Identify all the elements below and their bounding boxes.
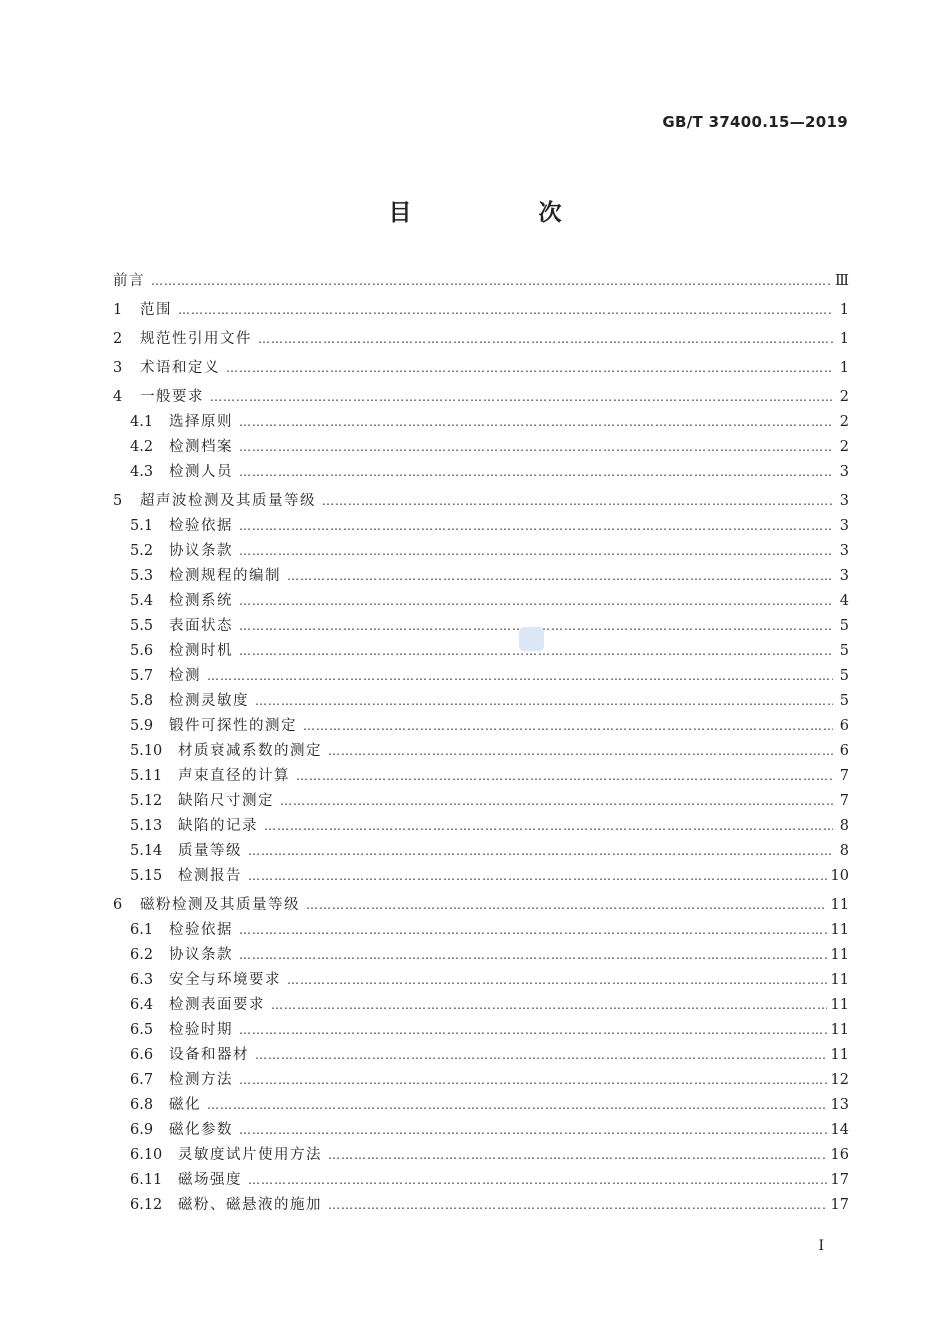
toc-entry-title: 检验依据 (169, 922, 233, 938)
toc-entry-number: 5.10 (130, 743, 163, 759)
toc-leader-dots (239, 415, 833, 429)
toc-entry[interactable] (113, 410, 849, 435)
toc-entry-title: 检验时期 (169, 1022, 233, 1038)
toc-leader-dots (239, 544, 833, 558)
toc-entry-number: 5.4 (130, 593, 154, 609)
toc-entry-number: 4 (113, 389, 123, 405)
toc-entry-page: 3 (839, 568, 849, 584)
toc-entry-page: 6 (839, 743, 849, 759)
toc-entry-number: 6.12 (130, 1197, 163, 1213)
toc-entry[interactable] (113, 1043, 849, 1068)
toc-leader-dots (207, 669, 833, 683)
toc-entry-page: Ⅲ (835, 273, 849, 289)
toc-entry-page: 5 (839, 693, 849, 709)
toc-entry-number: 6.7 (130, 1072, 154, 1088)
toc-entry-title: 安全与环境要求 (169, 972, 281, 988)
toc-entry-number: 5 (113, 493, 123, 509)
toc-entry-number: 5.8 (130, 693, 154, 709)
toc-entry-number: 5.7 (130, 668, 154, 684)
toc-leader-dots (207, 1098, 827, 1112)
toc-entry-page: 5 (839, 618, 849, 634)
toc-entry-number: 6.5 (130, 1022, 154, 1038)
toc-entry-page: 3 (839, 518, 849, 534)
toc-entry-number: 6.10 (130, 1147, 163, 1163)
toc-entry-number: 4.2 (130, 439, 154, 455)
toc-leader-dots (239, 519, 833, 533)
toc-entry-title: 缺陷尺寸测定 (178, 793, 274, 809)
page-title: 目 次 (388, 199, 614, 226)
toc-entry-page: 11 (830, 972, 849, 988)
standard-code: GB/T 37400.15—2019 (662, 113, 848, 131)
toc-entry-title: 表面状态 (169, 618, 233, 634)
toc-entry-title: 协议条款 (169, 947, 233, 963)
toc-entry-page: 11 (830, 1022, 849, 1038)
toc-entry[interactable] (113, 814, 849, 839)
toc-entry-title: 检测灵敏度 (169, 693, 249, 709)
toc-entry-page: 1 (839, 302, 849, 318)
toc-leader-dots (239, 1123, 827, 1137)
toc-entry-title: 检验依据 (169, 518, 233, 534)
toc-entry[interactable] (113, 864, 849, 889)
toc-entry-number: 5.1 (130, 518, 154, 534)
toc-entry-number: 5.13 (130, 818, 163, 834)
toc-entry-number: 5.15 (130, 868, 163, 884)
toc-entry-number: 3 (113, 360, 123, 376)
toc-entry-page: 7 (839, 768, 849, 784)
toc-entry-title: 磁化参数 (169, 1122, 233, 1138)
toc-entry-page: 14 (830, 1122, 849, 1138)
table-of-contents (113, 269, 849, 1218)
toc-leader-dots (178, 303, 833, 317)
toc-entry-page: 4 (839, 593, 849, 609)
toc-entry[interactable] (113, 1193, 849, 1218)
toc-entry[interactable] (113, 893, 849, 918)
toc-entry-number: 6.1 (130, 922, 154, 938)
toc-entry[interactable] (113, 664, 849, 689)
toc-leader-dots (226, 361, 833, 375)
toc-entry-number: 5.11 (130, 768, 163, 784)
toc-leader-dots (280, 794, 833, 808)
toc-entry-title: 缺陷的记录 (178, 818, 258, 834)
toc-leader-dots (255, 1048, 827, 1062)
toc-entry[interactable] (113, 714, 849, 739)
watermark-logo (519, 627, 544, 651)
toc-entry-number: 5.9 (130, 718, 154, 734)
toc-entry[interactable] (113, 589, 849, 614)
toc-leader-dots (264, 819, 833, 833)
toc-leader-dots (287, 569, 833, 583)
toc-entry[interactable] (113, 764, 849, 789)
toc-entry[interactable] (113, 1118, 849, 1143)
toc-entry-page: 8 (839, 818, 849, 834)
toc-leader-dots (210, 390, 833, 404)
toc-entry-title: 超声波检测及其质量等级 (140, 493, 316, 509)
toc-entry-number: 2 (113, 331, 123, 347)
toc-entry[interactable] (113, 1168, 849, 1193)
toc-leader-dots (248, 869, 827, 883)
toc-entry[interactable] (113, 385, 849, 410)
toc-entry[interactable] (113, 1068, 849, 1093)
toc-entry-page: 8 (839, 843, 849, 859)
toc-entry-title: 检测报告 (178, 868, 242, 884)
toc-entry-page: 16 (830, 1147, 849, 1163)
toc-entry[interactable] (113, 968, 849, 993)
toc-entry-page: 11 (830, 897, 849, 913)
toc-entry-title: 设备和器材 (169, 1047, 249, 1063)
toc-entry-page: 5 (839, 643, 849, 659)
toc-entry[interactable] (113, 789, 849, 814)
toc-entry-page: 11 (830, 922, 849, 938)
toc-leader-dots (239, 594, 833, 608)
toc-entry-title: 检测表面要求 (169, 997, 265, 1013)
toc-leader-dots (328, 1148, 827, 1162)
toc-entry-page: 2 (839, 439, 849, 455)
toc-leader-dots (239, 1023, 827, 1037)
toc-entry-number: 6 (113, 897, 123, 913)
toc-leader-dots (239, 440, 833, 454)
toc-entry-page: 17 (830, 1172, 849, 1188)
toc-entry[interactable] (113, 639, 849, 664)
toc-entry-page: 2 (839, 414, 849, 430)
toc-entry[interactable] (113, 1143, 849, 1168)
toc-entry-title: 磁粉、磁悬液的施加 (178, 1197, 322, 1213)
toc-leader-dots (248, 844, 833, 858)
toc-entry-page: 11 (830, 947, 849, 963)
toc-leader-dots (328, 744, 833, 758)
toc-entry[interactable] (113, 739, 849, 764)
toc-entry-number: 5.14 (130, 843, 163, 859)
toc-entry-title: 检测档案 (169, 439, 233, 455)
toc-entry-title: 范围 (140, 302, 172, 318)
toc-entry-title: 规范性引用文件 (140, 331, 252, 347)
toc-entry-page: 13 (830, 1097, 849, 1113)
toc-entry-number: 6.9 (130, 1122, 154, 1138)
toc-entry-page: 6 (839, 718, 849, 734)
toc-entry-title: 检测 (169, 668, 201, 684)
toc-leader-dots (303, 719, 833, 733)
toc-leader-dots (322, 494, 833, 508)
toc-entry-title: 选择原则 (169, 414, 233, 430)
toc-entry-number: 5.5 (130, 618, 154, 634)
toc-leader-dots (287, 973, 827, 987)
toc-entry-title: 检测规程的编制 (169, 568, 281, 584)
toc-leader-dots (271, 998, 827, 1012)
toc-entry-number: 6.4 (130, 997, 154, 1013)
toc-entry[interactable] (113, 514, 849, 539)
toc-entry-title: 检测时机 (169, 643, 233, 659)
toc-entry[interactable] (113, 993, 849, 1018)
toc-entry-number: 6.3 (130, 972, 154, 988)
toc-leader-dots (151, 274, 831, 288)
toc-leader-dots (239, 465, 833, 479)
toc-entry-title: 磁化 (169, 1097, 201, 1113)
toc-entry-number: 6.8 (130, 1097, 154, 1113)
toc-entry-number: 4.1 (130, 414, 154, 430)
toc-entry-number: 5.12 (130, 793, 163, 809)
toc-entry-number: 6.2 (130, 947, 154, 963)
toc-entry[interactable] (113, 1018, 849, 1043)
toc-entry-title: 声束直径的计算 (178, 768, 290, 784)
toc-entry-title: 质量等级 (178, 843, 242, 859)
toc-entry-title: 灵敏度试片使用方法 (178, 1147, 322, 1163)
toc-entry[interactable] (113, 918, 849, 943)
toc-entry-page: 17 (830, 1197, 849, 1213)
toc-leader-dots (255, 694, 833, 708)
toc-entry-number: 4.3 (130, 464, 154, 480)
toc-entry-page: 11 (830, 1047, 849, 1063)
toc-leader-dots (239, 1073, 827, 1087)
toc-entry[interactable] (113, 564, 849, 589)
toc-entry[interactable] (113, 327, 849, 352)
toc-entry-page: 11 (830, 997, 849, 1013)
toc-entry[interactable] (113, 298, 849, 323)
toc-entry[interactable] (113, 435, 849, 460)
toc-entry-page: 1 (839, 360, 849, 376)
toc-entry-number: 6.11 (130, 1172, 163, 1188)
toc-entry[interactable] (113, 356, 849, 381)
toc-entry-page: 12 (830, 1072, 849, 1088)
toc-entry-title: 磁场强度 (178, 1172, 242, 1188)
toc-entry-page: 2 (839, 389, 849, 405)
toc-entry-page: 7 (839, 793, 849, 809)
toc-entry-title: 检测系统 (169, 593, 233, 609)
toc-entry-number: 1 (113, 302, 123, 318)
toc-entry-number: 5.6 (130, 643, 154, 659)
toc-entry[interactable] (113, 1093, 849, 1118)
toc-leader-dots (239, 948, 827, 962)
toc-entry-page: 3 (839, 464, 849, 480)
toc-entry-title: 材质衰减系数的测定 (178, 743, 322, 759)
toc-entry[interactable] (113, 689, 849, 714)
toc-entry[interactable] (113, 539, 849, 564)
toc-entry-title: 检测方法 (169, 1072, 233, 1088)
toc-leader-dots (239, 923, 827, 937)
toc-entry[interactable] (113, 943, 849, 968)
toc-entry[interactable] (113, 839, 849, 864)
toc-entry-page: 1 (839, 331, 849, 347)
toc-entry[interactable] (113, 614, 849, 639)
toc-entry[interactable] (113, 269, 849, 294)
toc-leader-dots (248, 1173, 827, 1187)
toc-entry-title: 磁粉检测及其质量等级 (140, 897, 300, 913)
toc-entry-title: 协议条款 (169, 543, 233, 559)
toc-leader-dots (306, 898, 827, 912)
toc-entry[interactable] (113, 460, 849, 485)
toc-leader-dots (328, 1198, 827, 1212)
toc-entry-page: 10 (830, 868, 849, 884)
toc-entry-number: 5.2 (130, 543, 154, 559)
toc-entry-number: 6.6 (130, 1047, 154, 1063)
toc-entry-title: 前言 (113, 273, 145, 289)
toc-leader-dots (296, 769, 833, 783)
toc-entry-page: 3 (839, 543, 849, 559)
toc-entry[interactable] (113, 489, 849, 514)
toc-entry-number: 5.3 (130, 568, 154, 584)
toc-entry-title: 检测人员 (169, 464, 233, 480)
toc-entry-title: 锻件可探性的测定 (169, 718, 297, 734)
toc-entry-page: 3 (839, 493, 849, 509)
toc-leader-dots (258, 332, 833, 346)
toc-entry-title: 术语和定义 (140, 360, 220, 376)
page-number: I (818, 1238, 824, 1254)
toc-entry-page: 5 (839, 668, 849, 684)
toc-entry-title: 一般要求 (140, 389, 204, 405)
